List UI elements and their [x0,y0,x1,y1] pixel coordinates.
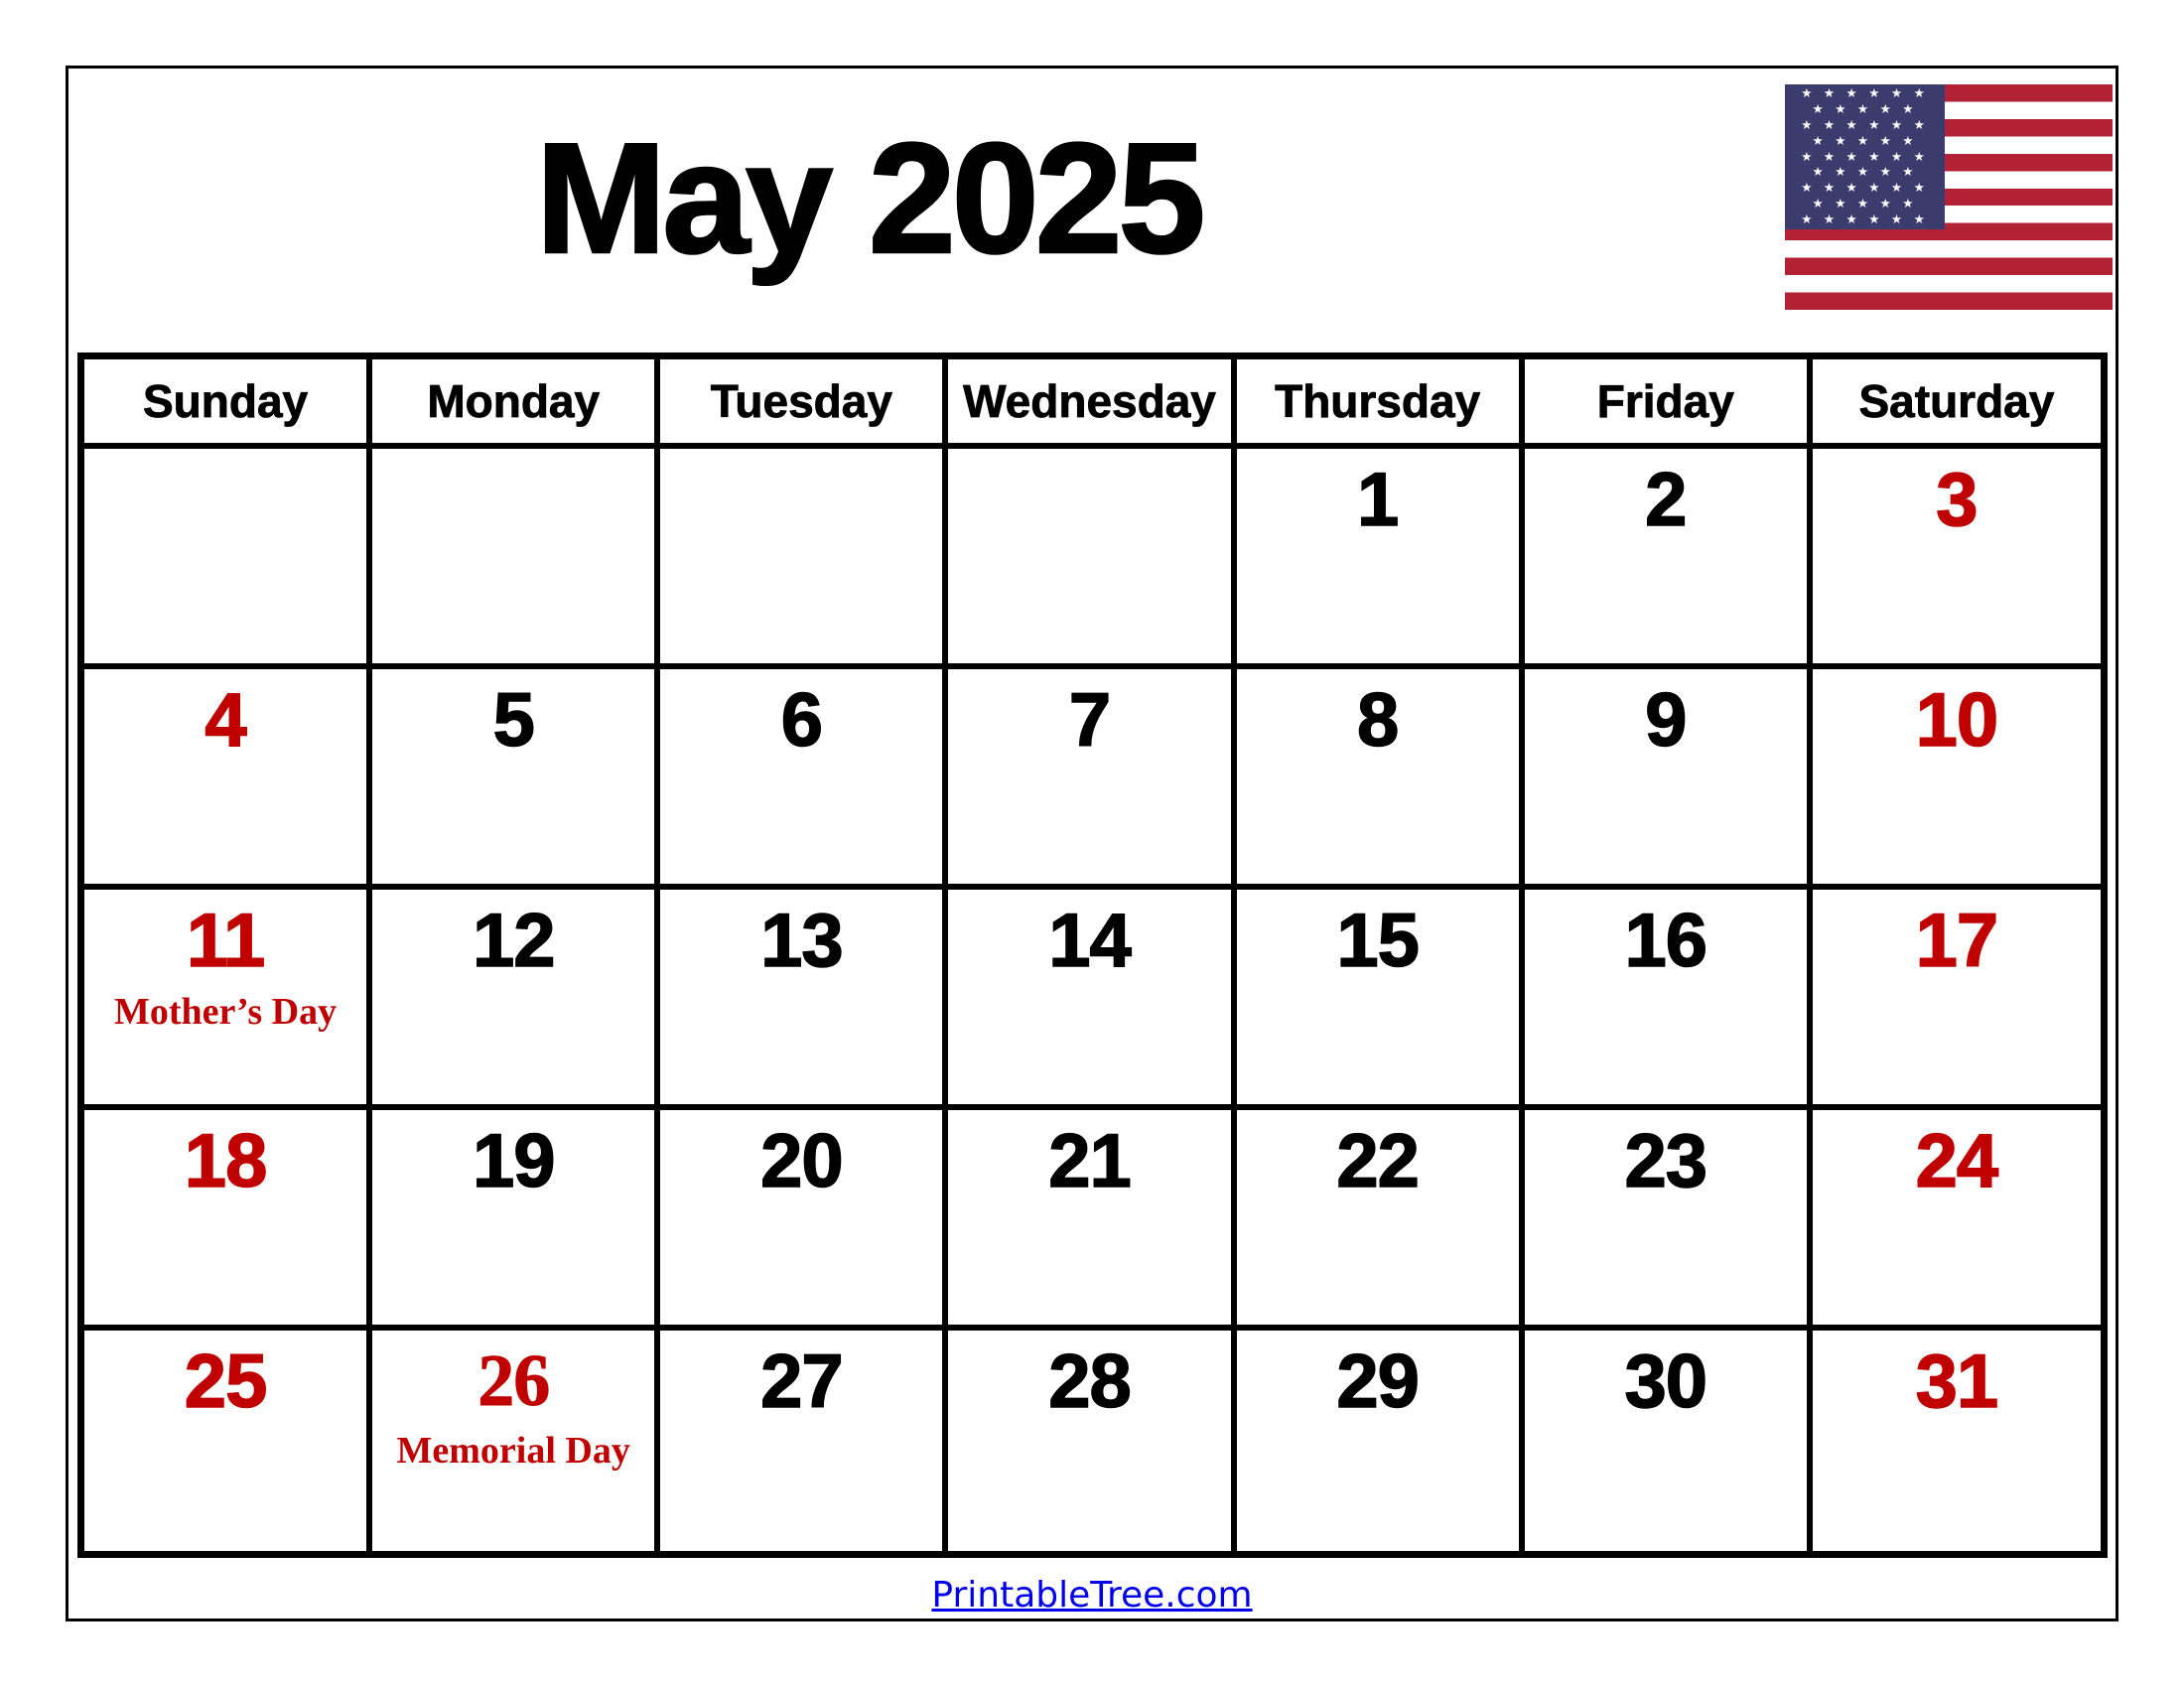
calendar-cell-may-23 [1525,1110,1813,1331]
calendar-cell-empty [948,449,1236,669]
date-number: 10 [1915,678,1998,763]
calendar-cell-may-14 [948,890,1236,1110]
flag-stars-row: ★ ★ ★ ★ ★ [1812,197,1918,211]
calendar-cell-may-24 [1813,1110,2101,1331]
calendar-cell-may-19 [372,1110,660,1331]
footer-link[interactable]: PrintableTree.com [931,1575,1253,1616]
holiday-label-mothers-day: Mother’s Day [114,991,338,1033]
date-number: 23 [1624,1119,1707,1203]
date-number: 6 [780,678,822,763]
date-number: 14 [1048,899,1131,983]
calendar-cell-may-20 [660,1110,948,1331]
date-number: 18 [184,1119,267,1203]
date-number: 8 [1356,678,1399,763]
weekday-header-wednesday: Wednesday [948,359,1236,449]
date-number: 30 [1624,1339,1707,1424]
calendar-cell-may-28 [948,1331,1236,1551]
date-number: 19 [472,1119,555,1203]
calendar-cell-may-5 [372,669,660,890]
calendar-cell-may-13 [660,890,948,1110]
calendar-cell-empty [372,449,660,669]
date-number: 12 [472,899,555,983]
weekday-header-monday: Monday [372,359,660,449]
date-number: 16 [1624,899,1707,983]
us-flag-image [1785,84,2113,310]
weekday-header-sunday: Sunday [84,359,372,449]
calendar-cell-may-16 [1525,890,1813,1110]
date-number: 4 [205,678,246,763]
calendar-cell-empty [84,449,372,669]
date-number: 15 [1336,899,1419,983]
date-number: 22 [1336,1119,1419,1203]
calendar-cell-may-3 [1813,449,2101,669]
calendar-cell-may-6 [660,669,948,890]
flag-stars-row: ★ ★ ★ ★ ★ ★ [1801,181,1929,196]
calendar-cell-may-27 [660,1331,948,1551]
date-number: 29 [1336,1339,1419,1424]
date-number: 24 [1915,1119,1998,1203]
calendar-cell-may-11-mothers-day [84,890,372,1110]
weekday-header-tuesday: Tuesday [660,359,948,449]
flag-stars-row: ★ ★ ★ ★ ★ ★ [1801,149,1929,164]
footer [66,1575,2118,1616]
date-number: 25 [184,1339,267,1424]
date-number: 26 [478,1340,550,1422]
flag-stars-row: ★ ★ ★ ★ ★ [1812,165,1918,180]
calendar-cell-may-8 [1237,669,1525,890]
date-number: 2 [1645,458,1687,542]
date-number: 27 [760,1339,843,1424]
calendar-cell-may-4 [84,669,372,890]
calendar-cell-may-25 [84,1331,372,1551]
date-number: 31 [1915,1339,1998,1424]
calendar-cell-may-18 [84,1110,372,1331]
date-number: 21 [1048,1119,1131,1203]
weekday-header-thursday: Thursday [1237,359,1525,449]
calendar-cell-may-2 [1525,449,1813,669]
calendar-grid [77,352,2108,1558]
date-number: 20 [760,1119,843,1203]
date-number: 5 [492,678,534,763]
calendar-cell-may-30 [1525,1331,1813,1551]
holiday-label-memorial-day: Memorial Day [396,1430,630,1472]
flag-stars-row: ★ ★ ★ ★ ★ ★ [1801,117,1929,132]
calendar-cell-may-15 [1237,890,1525,1110]
flag-stars-row: ★ ★ ★ ★ ★ [1812,101,1918,116]
weekday-header-saturday: Saturday [1813,359,2101,449]
calendar-cell-may-9 [1525,669,1813,890]
calendar-cell-may-17 [1813,890,2101,1110]
calendar-cell-may-7 [948,669,1236,890]
calendar-cell-may-22 [1237,1110,1525,1331]
calendar-cell-may-29 [1237,1331,1525,1551]
flag-stars-row: ★ ★ ★ ★ ★ ★ [1801,212,1929,227]
page-title: May 2025 [535,111,1202,286]
calendar-cell-empty [660,449,948,669]
flag-stars-row: ★ ★ ★ ★ ★ [1812,133,1918,148]
calendar-cell-may-10 [1813,669,2101,890]
date-number: 1 [1356,458,1399,542]
calendar-cell-may-21 [948,1110,1236,1331]
date-number: 17 [1915,899,1998,983]
date-number: 7 [1068,678,1111,763]
flag-stars-row: ★ ★ ★ ★ ★ ★ [1801,86,1929,100]
date-number: 9 [1645,678,1687,763]
flag-canton [1785,84,1945,229]
date-number: 28 [1048,1339,1131,1424]
calendar-cell-may-12 [372,890,660,1110]
calendar-cell-may-1 [1237,449,1525,669]
date-number: 13 [760,899,843,983]
date-number: 11 [186,899,265,983]
calendar-cell-may-26-memorial-day [372,1331,660,1551]
calendar-cell-may-31 [1813,1331,2101,1551]
weekday-header-friday: Friday [1525,359,1813,449]
date-number: 3 [1936,458,1978,542]
